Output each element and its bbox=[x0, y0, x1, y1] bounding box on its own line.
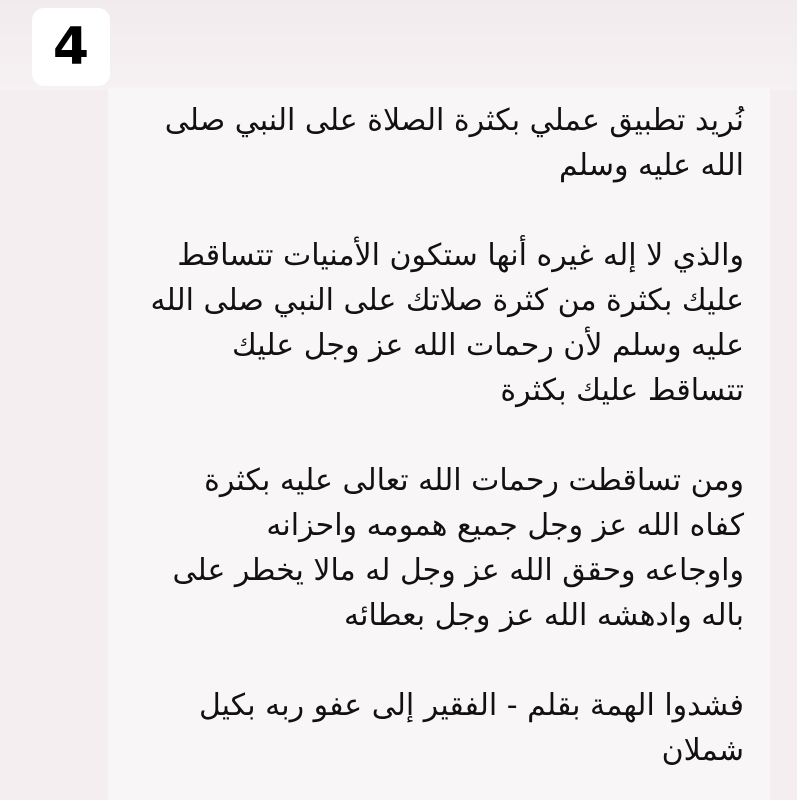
paragraph-gap bbox=[116, 413, 744, 458]
top-strip bbox=[0, 0, 797, 90]
text-card bbox=[108, 88, 770, 800]
text-line: عليك بكثرة من كثرة صلاتك على النبي صلى الله bbox=[150, 283, 744, 318]
paragraph-gap bbox=[116, 188, 744, 233]
text-line: الله عليه وسلم bbox=[558, 148, 744, 183]
page-number-badge bbox=[32, 8, 110, 86]
text-line: نُريد تطبيق عملي بكثرة الصلاة على النبي صلى bbox=[164, 103, 744, 138]
text-line: شملان bbox=[661, 733, 744, 768]
text-line: باله وادهشه الله عز وجل بعطائه bbox=[344, 598, 744, 633]
post-text bbox=[116, 98, 744, 773]
text-line: فشدوا الهمة بقلم - الفقير إلى عفو ربه بكيل bbox=[198, 688, 744, 723]
text-line: ومن تساقطت رحمات الله تعالى عليه بكثرة bbox=[204, 463, 744, 498]
text-line: تتساقط عليك بكثرة bbox=[500, 373, 744, 408]
text-line: كفاه الله عز وجل جميع همومه واحزانه bbox=[266, 508, 744, 543]
text-line: واوجاعه وحقق الله عز وجل له مالا يخطر على bbox=[172, 553, 744, 588]
paragraph-gap bbox=[116, 638, 744, 683]
text-line: والذي لا إله غيره أنها ستكون الأمنيات تتساقط bbox=[177, 238, 744, 273]
text-line: عليه وسلم لأن رحمات الله عز وجل عليك bbox=[231, 328, 744, 363]
page-number: 4 bbox=[52, 17, 90, 77]
